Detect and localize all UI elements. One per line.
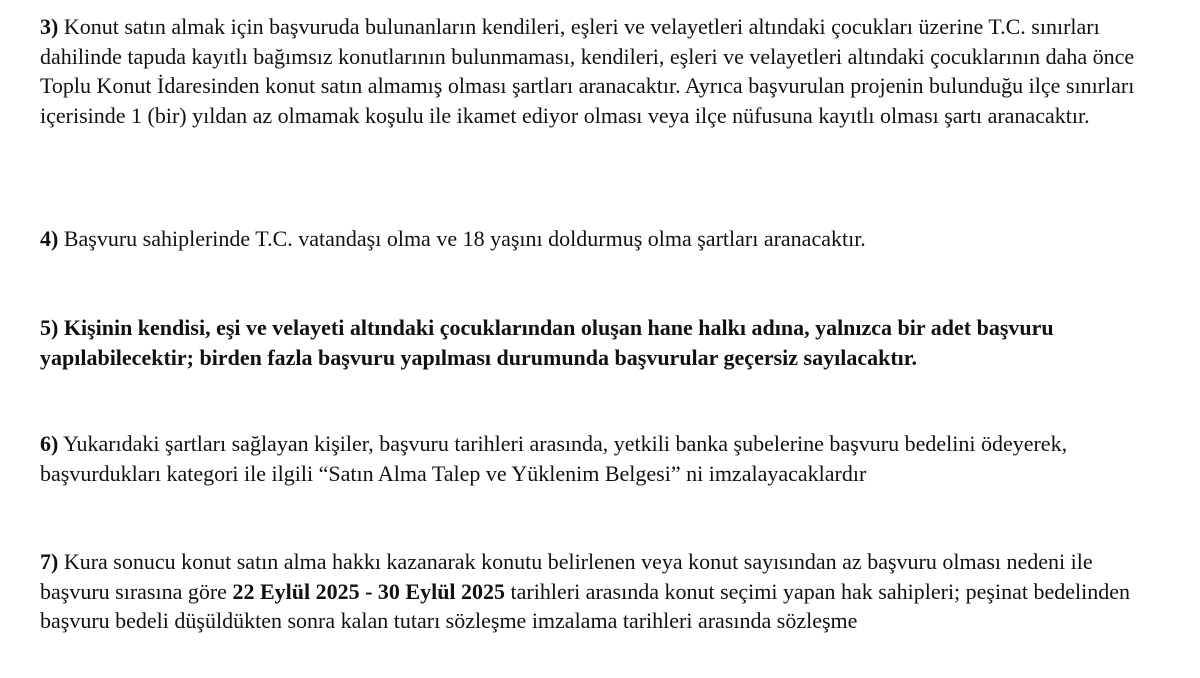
clause-number: 4) <box>40 226 59 251</box>
clause-number: 5) <box>40 315 59 340</box>
clause-text: Kişinin kendisi, eşi ve velayeti altındaki çocuklarından oluşan hane halkı adına, yalnızca bir adet başvuru yapılabilecektir; birden fazla başvuru yapılması durumunda başvurular geçersiz sayılacaktır. <box>40 315 1054 370</box>
clause-text: Kura sonucu konut satın alma hakkı kazanarak konutu belirlenen veya konut sayısından az başvuru olması nedeni ile başvuru sırasına göre <box>40 549 1093 604</box>
clause-7 <box>40 547 1165 636</box>
clause-number: 3) <box>40 14 59 39</box>
clause-text: Konut satın almak için başvuruda bulunanların kendileri, eşleri ve velayetleri altındaki çocukları üzerine T.C. sınırları dahilinde tapuda kayıtlı bağımsız konutlarının bulunmaması, kendileri, eşleri ve velayetleri altındaki çocuklarının daha önce Toplu Konut İdaresinden konut satın almamış olması şartları aranacaktır. Ayrıca başvurulan projenin bulunduğu ilçe sınırları içerisinde 1 (bir) yıldan az olmamak koşulu ile ikamet ediyor olması veya ilçe nüfusuna kayıtlı olması şartı aranacaktır. <box>40 14 1135 128</box>
clause-text: Başvuru sahiplerinde T.C. vatandaşı olma ve 18 yaşını doldurmuş olma şartları aranacaktır. <box>58 226 866 251</box>
clause-5 <box>40 313 1165 372</box>
clause-3 <box>40 12 1165 130</box>
clause-text: Yukarıdaki şartları sağlayan kişiler, başvuru tarihleri arasında, yetkili banka şubelerine başvuru bedelini ödeyerek, başvurdukları kategori ile ilgili “Satın Alma Talep ve Yüklenim Belgesi” ni imzalayacaklardır <box>40 431 1068 486</box>
clause-6 <box>40 429 1165 488</box>
clause-text: tarihleri arasında konut seçimi yapan hak sahipleri; peşinat bedelinden başvuru bedeli düşüldükten sonra kalan tutarı sözleşme imzalama tarihleri arasında sözleşme <box>40 578 1131 633</box>
clause-number: 7) <box>40 549 59 574</box>
clause-4 <box>40 224 866 254</box>
clause-number: 6) <box>40 431 59 456</box>
date-range: 22 Eylül 2025 - 30 Eylül 2025 <box>232 578 506 604</box>
